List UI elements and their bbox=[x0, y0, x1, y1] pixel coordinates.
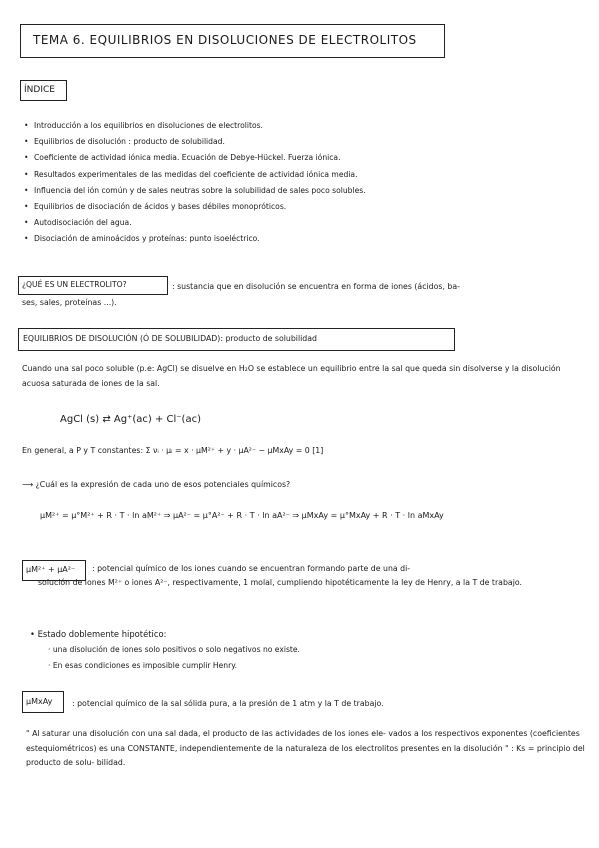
intro-paragraph: Cuando una sal poco soluble (p.e: AgCl) se disuelve en H₂O se establece un equilibrio entre la sal que queda sin disolverse y la disolución acuosa saturada de iones de la sal. bbox=[22, 364, 561, 388]
toc-item: • Resultados experimentales de las medidas del coeficiente de actividad iónica media. bbox=[24, 167, 564, 183]
mu-salt-label: μMxAy bbox=[22, 691, 64, 713]
general-condition: En general, a P y T constantes: Σ νᵢ · μᵢ = x · μM²⁺ + y · μA²⁻ − μMxAy = 0 [1] bbox=[22, 446, 324, 455]
toc-item: • Coeficiente de actividad iónica media. Ecuación de Debye-Hückel. Fuerza iónica. bbox=[24, 150, 564, 166]
index-heading: ÍNDICE bbox=[20, 80, 67, 101]
mu-ions-label: μM²⁺ + μA²⁻ bbox=[22, 560, 86, 581]
toc-item: • Influencia del ión común y de sales neutras sobre la solubilidad de sales poco solubles. bbox=[24, 183, 564, 199]
electrolyte-definition: : sustancia que en disolución se encuentra en forma de iones (ácidos, ba- bbox=[172, 282, 460, 291]
electrolyte-definition-cont: ses, sales, proteínas ...). bbox=[22, 298, 117, 307]
toc-item: • Equilibrios de disolución : producto de solubilidad. bbox=[24, 134, 564, 150]
mu-salt-text: : potencial químico de la sal sólida pura, a la presión de 1 atm y la T de trabajo. bbox=[72, 699, 384, 708]
toc-item: • Equilibrios de disociación de ácidos y bases débiles monopróticos. bbox=[24, 199, 564, 215]
solubility-product-law: " Al saturar una disolución con una sal dada, el producto de las actividades de los iones ele- vados a los respectivos exponentes (coeficientes estequiométricos) es una CONSTANTE, independientemente de la naturaleza de los electrolitos presentes en la disolución " : Ks = principio del producto de solu- bilidad. bbox=[26, 729, 585, 767]
electrolyte-question: ¿QUÉ ES UN ELECTROLITO? bbox=[18, 276, 168, 295]
mu-ions-text-cont: solución de iones M²⁺ o iones A²⁻, respectivamente, 1 molal, cumpliendo hipotéticamente la ley de Henry, a la T de trabajo. bbox=[38, 578, 522, 587]
hypothetical-item: · En esas condiciones es imposible cumplir Henry. bbox=[48, 661, 238, 670]
mu-ions-text: : potencial químico de los iones cuando se encuentran formando parte de una di- bbox=[92, 564, 411, 573]
potential-question: ⟶ ¿Cuál es la expresión de cada uno de esos potenciales químicos? bbox=[22, 480, 291, 489]
hypothetical-state-heading: • Estado doblemente hipotético: bbox=[30, 629, 167, 639]
table-of-contents bbox=[24, 118, 564, 248]
page-title: TEMA 6. EQUILIBRIOS EN DISOLUCIONES DE ELECTROLITOS bbox=[20, 24, 445, 58]
section-heading: EQUILIBRIOS DE DISOLUCIÓN (Ó DE SOLUBILIDAD): producto de solubilidad bbox=[18, 328, 455, 351]
equilibrium-equation: AgCl (s) ⇄ Ag⁺(ac) + Cl⁻(ac) bbox=[60, 414, 201, 425]
toc-item: • Disociación de aminoácidos y proteínas: punto isoeléctrico. bbox=[24, 231, 564, 247]
toc-item: • Introducción a los equilibrios en disoluciones de electrolitos. bbox=[24, 118, 564, 134]
chemical-potential-formulas: μM²⁺ = μ°M²⁺ + R · T · ln aM²⁺ ⇒ μA²⁻ = μ°A²⁻ + R · T · ln aA²⁻ ⇒ μMxAy = μ°MxAy + R · T · ln aMxAy bbox=[40, 511, 444, 520]
toc-item: • Autodisociación del agua. bbox=[24, 215, 564, 231]
hypothetical-item: · una disolución de iones solo positivos o solo negativos no existe. bbox=[48, 645, 300, 654]
